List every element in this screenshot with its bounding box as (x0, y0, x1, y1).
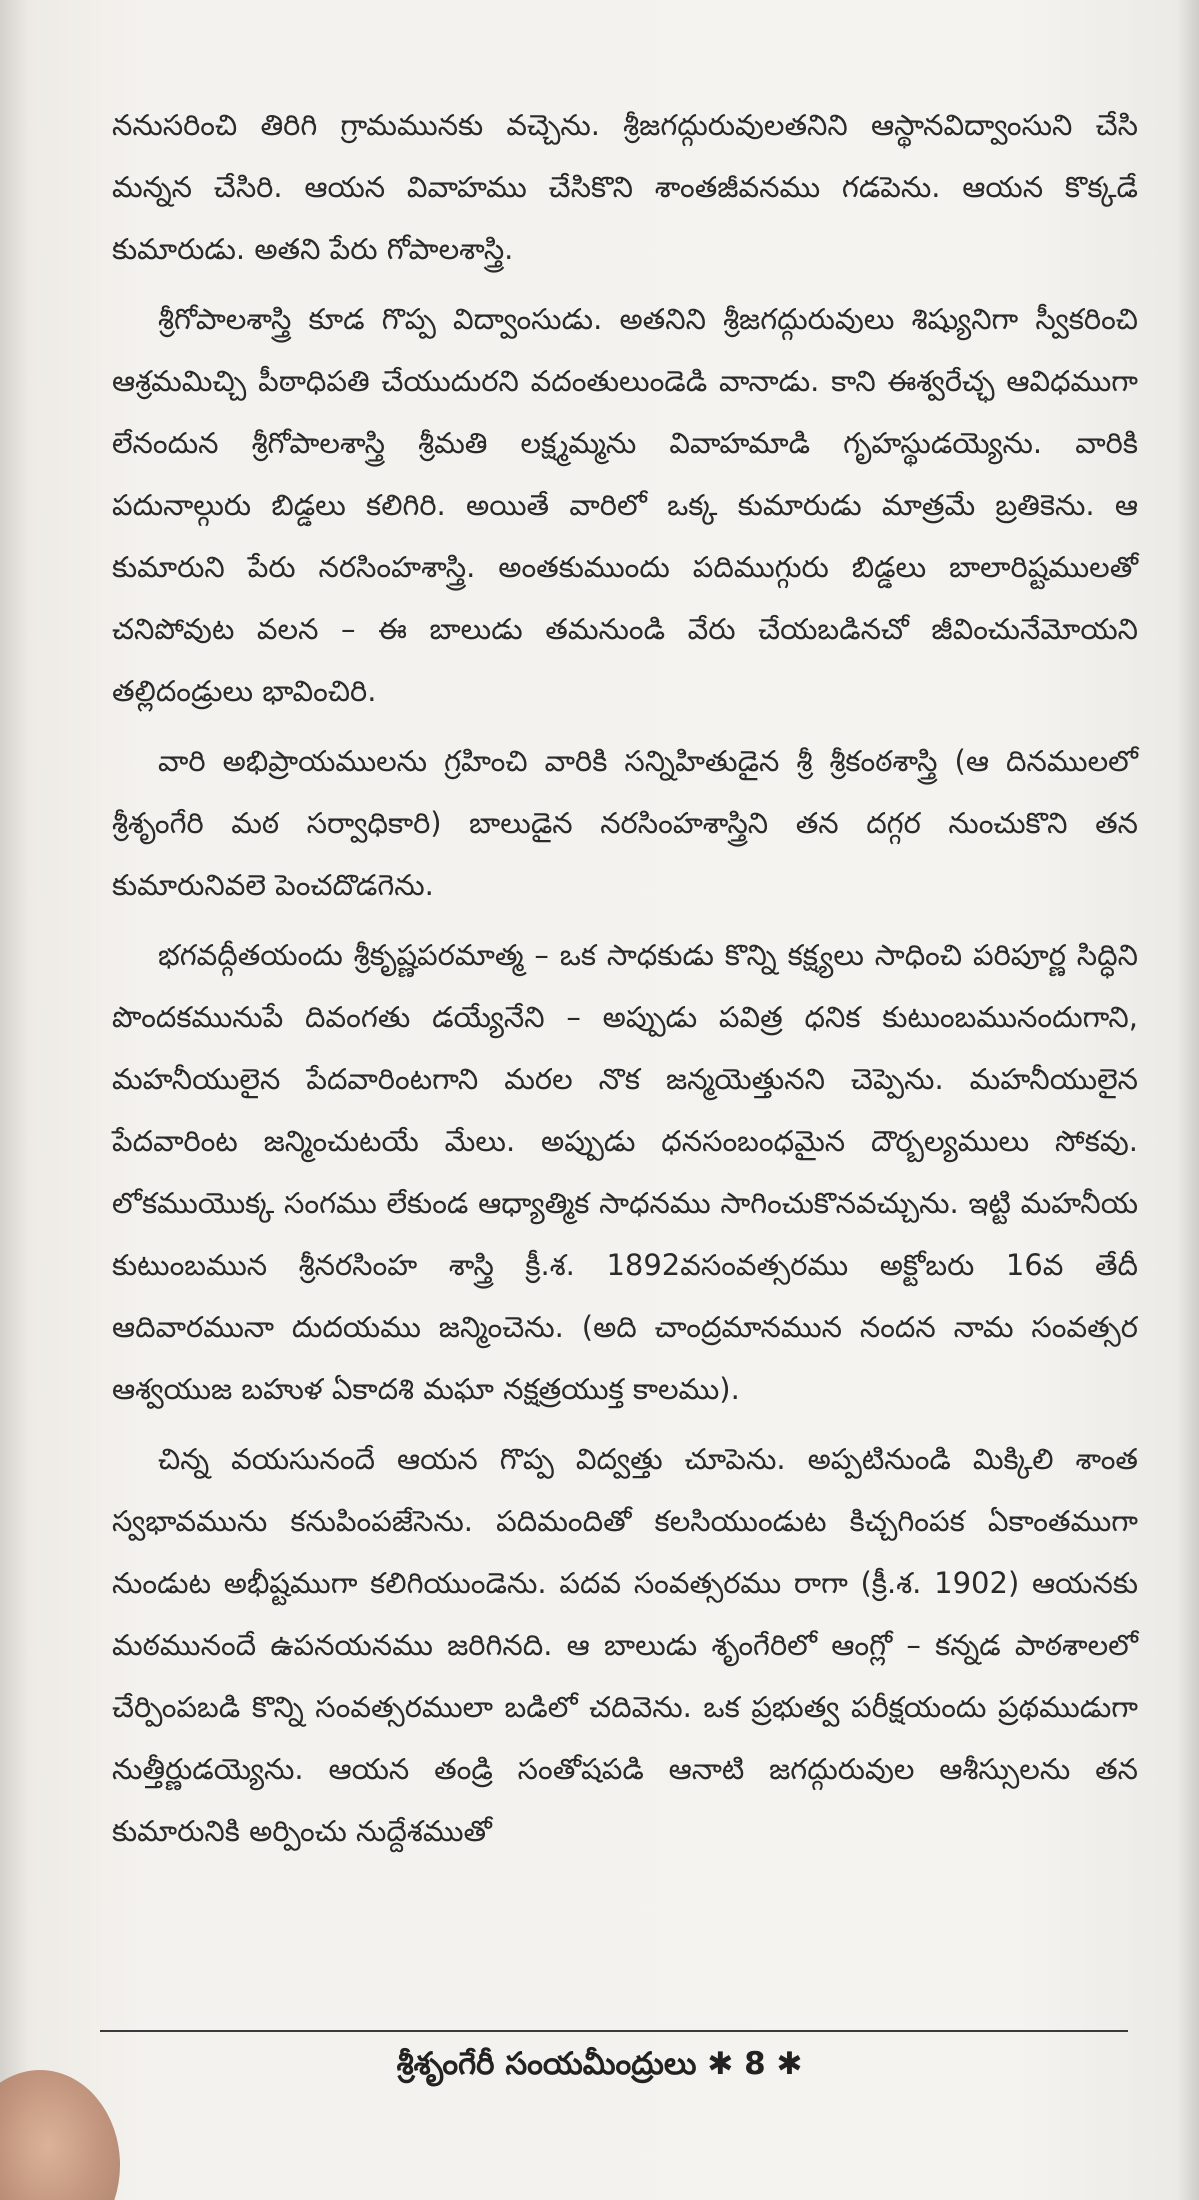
paragraph-1: ననుసరించి తిరిగి గ్రామమునకు వచ్చెను. శ్రీజగద్గురువులతనిని ఆస్థానవిద్వాంసుని చేసి మన్నన చేసిరి. ఆయన వివాహము చేసికొని శాంతజీవనము గడపెను. ఆయన కొక్కడే కుమారుడు. అతని పేరు గోపాలశాస్త్రి. (112, 108, 1138, 266)
paragraph-2: శ్రీగోపాలశాస్త్రి కూడ గొప్ప విద్వాంసుడు. అతనిని శ్రీజగద్గురువులు శిష్యునిగా స్వీకరించి ఆశ్రమమిచ్చి పీఠాధిపతి చేయుదురని వదంతులుండెడి వానాడు. కాని ఈశ్వరేచ్ఛ ఆవిధముగా లేనందున శ్రీగోపాలశాస్త్రి శ్రీమతి లక్ష్మమ్మను వివాహమాడి గృహస్థుడయ్యెను. వారికి పదునాల్గురు బిడ్డలు కలిగిరి. అయితే వారిలో ఒక్క కుమారుడు మాత్రమే బ్రతికెను. ఆ కుమారుని పేరు నరసింహశాస్త్రి. అంతకుముందు పదిముగ్గురు బిడ్డలు బాలారిష్టములతో చనిపోవుట వలన – ఈ బాలుడు తమనుండి వేరు చేయబడినచో జీవించునేమోయని తల్లిదండ్రులు భావించిరి. (112, 302, 1138, 708)
footer-divider (100, 2030, 1128, 2032)
thumb-photo-artifact (0, 2070, 120, 2200)
page-gutter-shadow (0, 0, 30, 2200)
page-footer (0, 2046, 1199, 2089)
paragraph-4: భగవద్గీతయందు శ్రీకృష్ణపరమాత్మ – ఒక సాధకుడు కొన్ని కక్ష్యలు సాధించి పరిపూర్ణ సిద్ధిని పొందకమునుపే దివంగతు డయ్యేనేని – అప్పుడు పవిత్ర ధనిక కుటుంబమునందుగాని, మహనీయులైన పేదవారింటగాని మరల నొక జన్మయెత్తునని చెప్పెను. మహనీయులైన పేదవారింట జన్మించుటయే మేలు. అప్పుడు ధనసంబంధమైన దౌర్బల్యములు సోకవు. లోకముయొక్క సంగము లేకుండ ఆధ్యాత్మిక సాధనము సాగించుకొనవచ్చును. ఇట్టి మహనీయ కుటుంబమున శ్రీనరసింహ శాస్త్రి క్రీ.శ. 1892వసంవత్సరము అక్టోబరు 16వ తేదీ ఆదివారమునా దుదయము జన్మించెను. (అది చాంద్రమానమున నందన నామ సంవత్సర ఆశ్వయుజ బహుళ ఏకాదశి మఘా నక్షత్రయుక్త కాలము). (112, 938, 1138, 1406)
paragraph-5: చిన్న వయసునందే ఆయన గొప్ప విద్వత్తు చూపెను. అప్పటినుండి మిక్కిలి శాంత స్వభావమును కనుపింపజేసెను. పదిమందితో కలసియుండుట కిచ్చగింపక ఏకాంతముగా నుండుట అభీష్టముగా కలిగియుండెను. పదవ సంవత్సరము రాగా (క్రీ.శ. 1902) ఆయనకు మఠమునందే ఉపనయనము జరిగినది. ఆ బాలుడు శృంగేరిలో ఆంగ్లో – కన్నడ పాఠశాలలో చేర్పింపబడి కొన్ని సంవత్సరములా బడిలో చదివెను. ఒక ప్రభుత్వ పరీక్షయందు ప్రథముడుగా నుత్తీర్ణుడయ్యెను. ఆయన తండ్రి సంతోషపడి ఆనాటి జగద్గురువుల ఆశీస్సులను తన కుమారునికి అర్పించు నుద్దేశముతో (112, 1442, 1138, 1848)
page-number: ✱ 8 ✱ (707, 2046, 803, 2082)
page-body-text (112, 94, 1138, 1870)
footer-book-title: శ్రీశృంగేరీ సంయమీంద్రులు (396, 2046, 697, 2082)
page-edge-shadow (1177, 0, 1199, 2200)
paragraph-3: వారి అభిప్రాయములను గ్రహించి వారికి సన్నిహితుడైన శ్రీ శ్రీకంఠశాస్త్రి (ఆ దినములలో శ్రీశృంగేరి మఠ సర్వాధికారి) బాలుడైన నరసింహశాస్త్రిని తన దగ్గర నుంచుకొని తన కుమారునివలె పెంచదొడగెను. (112, 744, 1138, 902)
